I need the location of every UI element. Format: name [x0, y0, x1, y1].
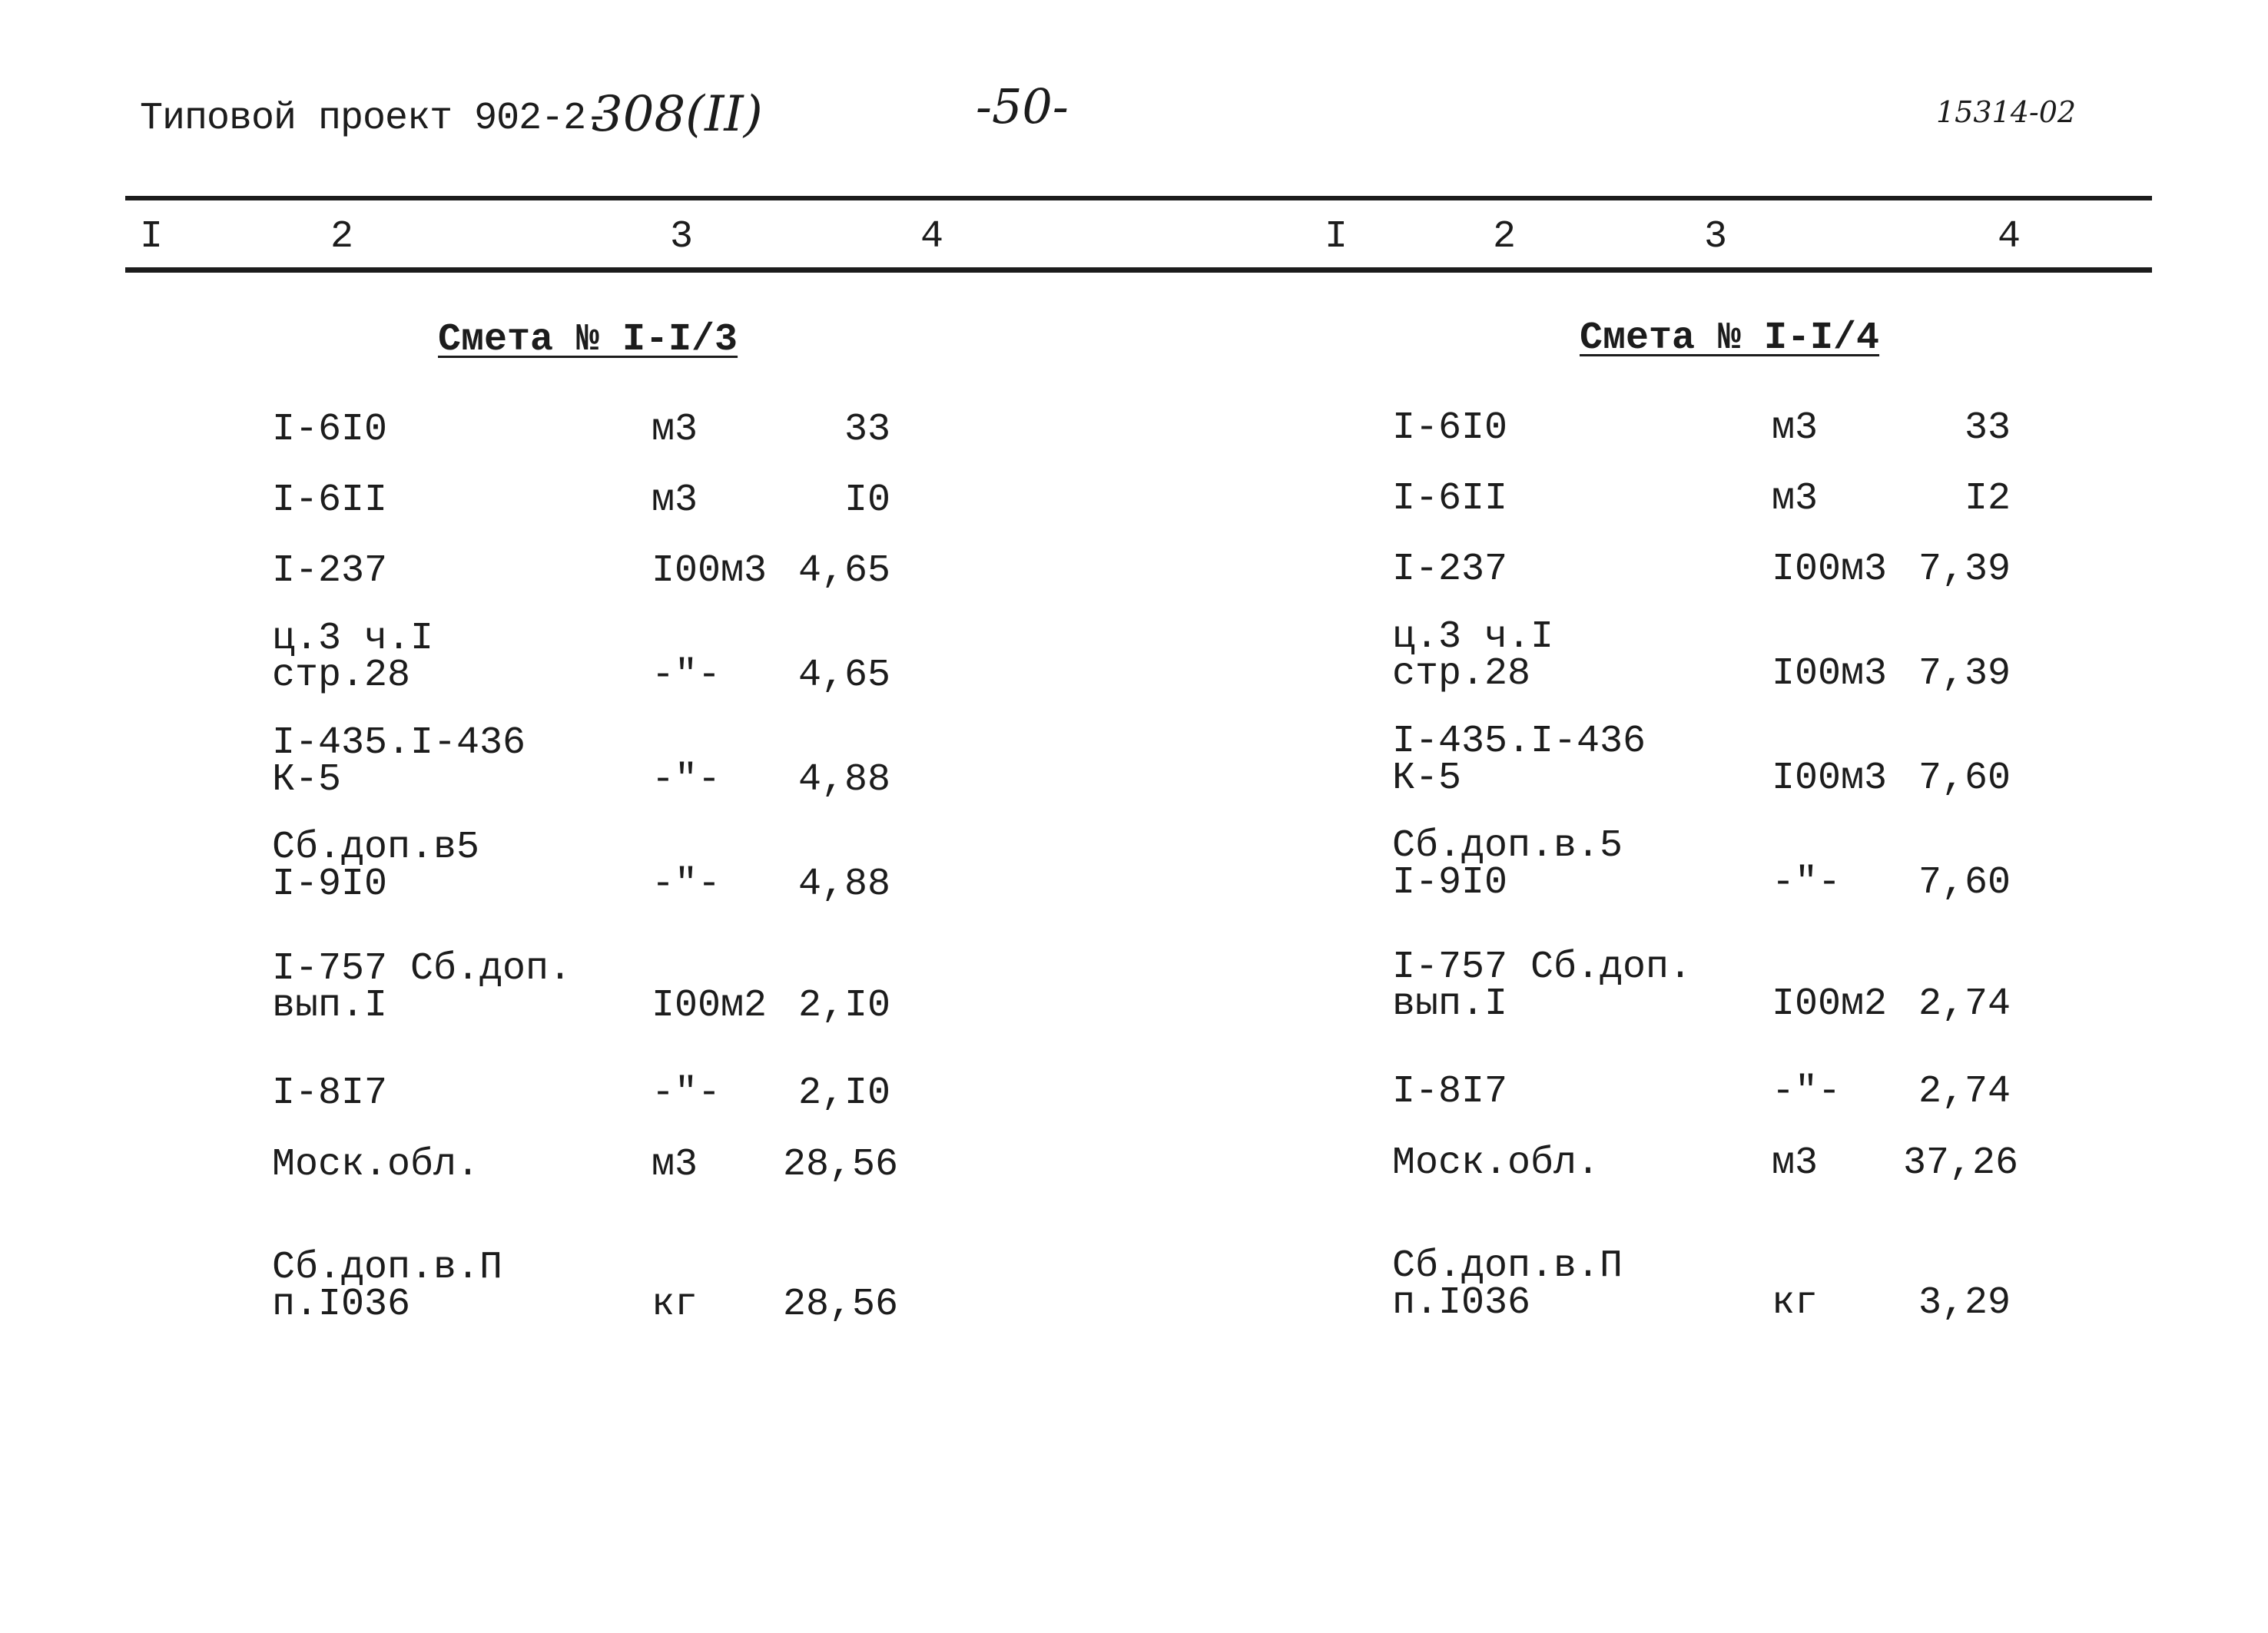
- norm-code-line: I-435.I-436: [1392, 720, 1646, 764]
- table-row: [272, 498, 902, 593]
- quantity-cell: 4,65: [797, 549, 890, 593]
- norm-code-cell: [272, 1143, 480, 1187]
- unit-cell: -"-: [1772, 861, 1842, 905]
- unit-cell: -"-: [652, 654, 721, 697]
- unit-cell: -"-: [652, 1072, 721, 1115]
- column-number: 2: [1493, 215, 1517, 259]
- quantity-cell: 2,I0: [797, 1072, 890, 1115]
- table-row: [272, 602, 902, 697]
- norm-code-line: I-237: [272, 549, 388, 593]
- unit-cell: м3: [1772, 406, 1819, 450]
- unit-cell: I00м3: [1772, 548, 1888, 591]
- unit-cell: I00м2: [1772, 982, 1888, 1026]
- table-row: [1392, 705, 2022, 800]
- quantity-cell: 28,56: [783, 1283, 899, 1327]
- norm-code-line: Моск.обл.: [272, 1143, 480, 1187]
- norm-code-line: вып.I: [1392, 982, 1508, 1026]
- norm-code-line: I-8I7: [1392, 1070, 1508, 1114]
- unit-cell: I00м3: [652, 549, 768, 593]
- norm-code-cell: [1392, 1141, 1600, 1185]
- unit-cell: -"-: [1772, 1070, 1842, 1114]
- norm-code-cell: [272, 826, 480, 906]
- page-number: -50-: [976, 78, 1069, 134]
- unit-cell: м3: [652, 408, 698, 452]
- norm-code-cell: [1392, 548, 1508, 591]
- table-row: [1392, 601, 2022, 696]
- quantity-cell: 37,26: [1903, 1141, 2019, 1185]
- unit-cell: I00м2: [652, 984, 768, 1028]
- column-number: I: [1325, 215, 1348, 259]
- norm-code-cell: [1392, 720, 1646, 800]
- header-rule-top: [125, 196, 2152, 200]
- norm-code-line: I-6II: [1392, 477, 1508, 521]
- norm-code-cell: [272, 721, 526, 802]
- unit-cell: -"-: [652, 863, 721, 906]
- norm-code-line: стр.28: [1392, 652, 1531, 696]
- quantity-cell: 7,39: [1918, 652, 2011, 696]
- table-row: [272, 811, 902, 906]
- norm-code-line: I-237: [1392, 548, 1508, 591]
- quantity-cell: 7,60: [1918, 757, 2011, 800]
- quantity-cell: 3,29: [1918, 1281, 2011, 1325]
- norm-code-cell: [1392, 615, 1554, 696]
- norm-code-cell: [1392, 824, 1623, 905]
- table-row: [272, 932, 902, 1028]
- unit-cell: м3: [652, 479, 698, 522]
- quantity-cell: 33: [844, 408, 890, 452]
- table-row: [272, 1091, 902, 1187]
- quantity-cell: 28,56: [783, 1143, 899, 1187]
- norm-code-line: Сб.доп.в.П: [1392, 1244, 1623, 1288]
- norm-code-line: I-435.I-436: [272, 721, 526, 765]
- norm-code-line: п.I036: [272, 1283, 411, 1327]
- document-code: 15314-02: [1936, 95, 2077, 129]
- quantity-cell: I2: [1964, 477, 2011, 521]
- quantity-cell: 2,74: [1918, 982, 2011, 1026]
- norm-code-line: ц.3 ч.I: [1392, 615, 1554, 659]
- table-row: [1392, 1090, 2022, 1185]
- norm-code-line: К-5: [1392, 757, 1462, 800]
- quantity-cell: 4,65: [797, 654, 890, 697]
- norm-code-cell: [272, 1246, 503, 1327]
- quantity-cell: 7,39: [1918, 548, 2011, 591]
- norm-code-line: вып.I: [272, 984, 388, 1028]
- norm-code-line: I-6II: [272, 479, 388, 522]
- unit-cell: кг: [652, 1283, 698, 1327]
- norm-code-line: Моск.обл.: [1392, 1141, 1600, 1185]
- header-rule-bottom: [125, 267, 2152, 273]
- norm-code-line: I-9I0: [1392, 861, 1508, 905]
- quantity-cell: 2,I0: [797, 984, 890, 1028]
- column-number: 3: [670, 215, 694, 259]
- unit-cell: м3: [1772, 1141, 1819, 1185]
- norm-code-cell: [272, 947, 572, 1028]
- norm-code-line: ц.3 ч.I: [272, 617, 434, 661]
- unit-cell: м3: [652, 1143, 698, 1187]
- norm-code-line: I-6I0: [272, 408, 388, 452]
- document-title: Типовой проект 902-2-: [140, 97, 608, 141]
- norm-code-line: Сб.доп.в.П: [272, 1246, 503, 1290]
- norm-code-line: К-5: [272, 758, 342, 802]
- table-row: [272, 707, 902, 802]
- estimate-title: Смета № I-I/3: [438, 318, 738, 362]
- column-number: 2: [330, 215, 354, 259]
- column-number: 4: [1998, 215, 2021, 259]
- norm-code-line: I-757 Сб.доп.: [272, 947, 572, 991]
- norm-code-cell: [1392, 1244, 1623, 1325]
- project-number-handwritten: 308(II): [592, 86, 763, 143]
- norm-code-line: Сб.доп.в.5: [1392, 824, 1623, 868]
- table-row: [272, 1231, 902, 1327]
- unit-cell: кг: [1772, 1281, 1819, 1325]
- unit-cell: I00м3: [1772, 652, 1888, 696]
- norm-code-line: I-8I7: [272, 1072, 388, 1115]
- table-row: [1392, 496, 2022, 591]
- quantity-cell: 4,88: [797, 863, 890, 906]
- quantity-cell: 7,60: [1918, 861, 2011, 905]
- table-row: [1392, 1230, 2022, 1325]
- column-number: 3: [1704, 215, 1728, 259]
- norm-code-cell: [272, 617, 434, 697]
- norm-code-line: п.I036: [1392, 1281, 1531, 1325]
- norm-code-cell: [272, 549, 388, 593]
- table-row: [1392, 931, 2022, 1026]
- norm-code-line: I-757 Сб.доп.: [1392, 946, 1693, 989]
- unit-cell: I00м3: [1772, 757, 1888, 800]
- unit-cell: м3: [1772, 477, 1819, 521]
- quantity-cell: I0: [844, 479, 890, 522]
- quantity-cell: 2,74: [1918, 1070, 2011, 1114]
- norm-code-cell: [1392, 946, 1693, 1026]
- unit-cell: -"-: [652, 758, 721, 802]
- norm-code-line: Сб.доп.в5: [272, 826, 480, 869]
- table-row: [1392, 810, 2022, 905]
- norm-code-line: I-6I0: [1392, 406, 1508, 450]
- column-number: I: [140, 215, 164, 259]
- quantity-cell: 33: [1964, 406, 2011, 450]
- column-number: 4: [920, 215, 944, 259]
- estimate-title: Смета № I-I/4: [1580, 316, 1880, 360]
- norm-code-line: стр.28: [272, 654, 411, 697]
- quantity-cell: 4,88: [797, 758, 890, 802]
- norm-code-line: I-9I0: [272, 863, 388, 906]
